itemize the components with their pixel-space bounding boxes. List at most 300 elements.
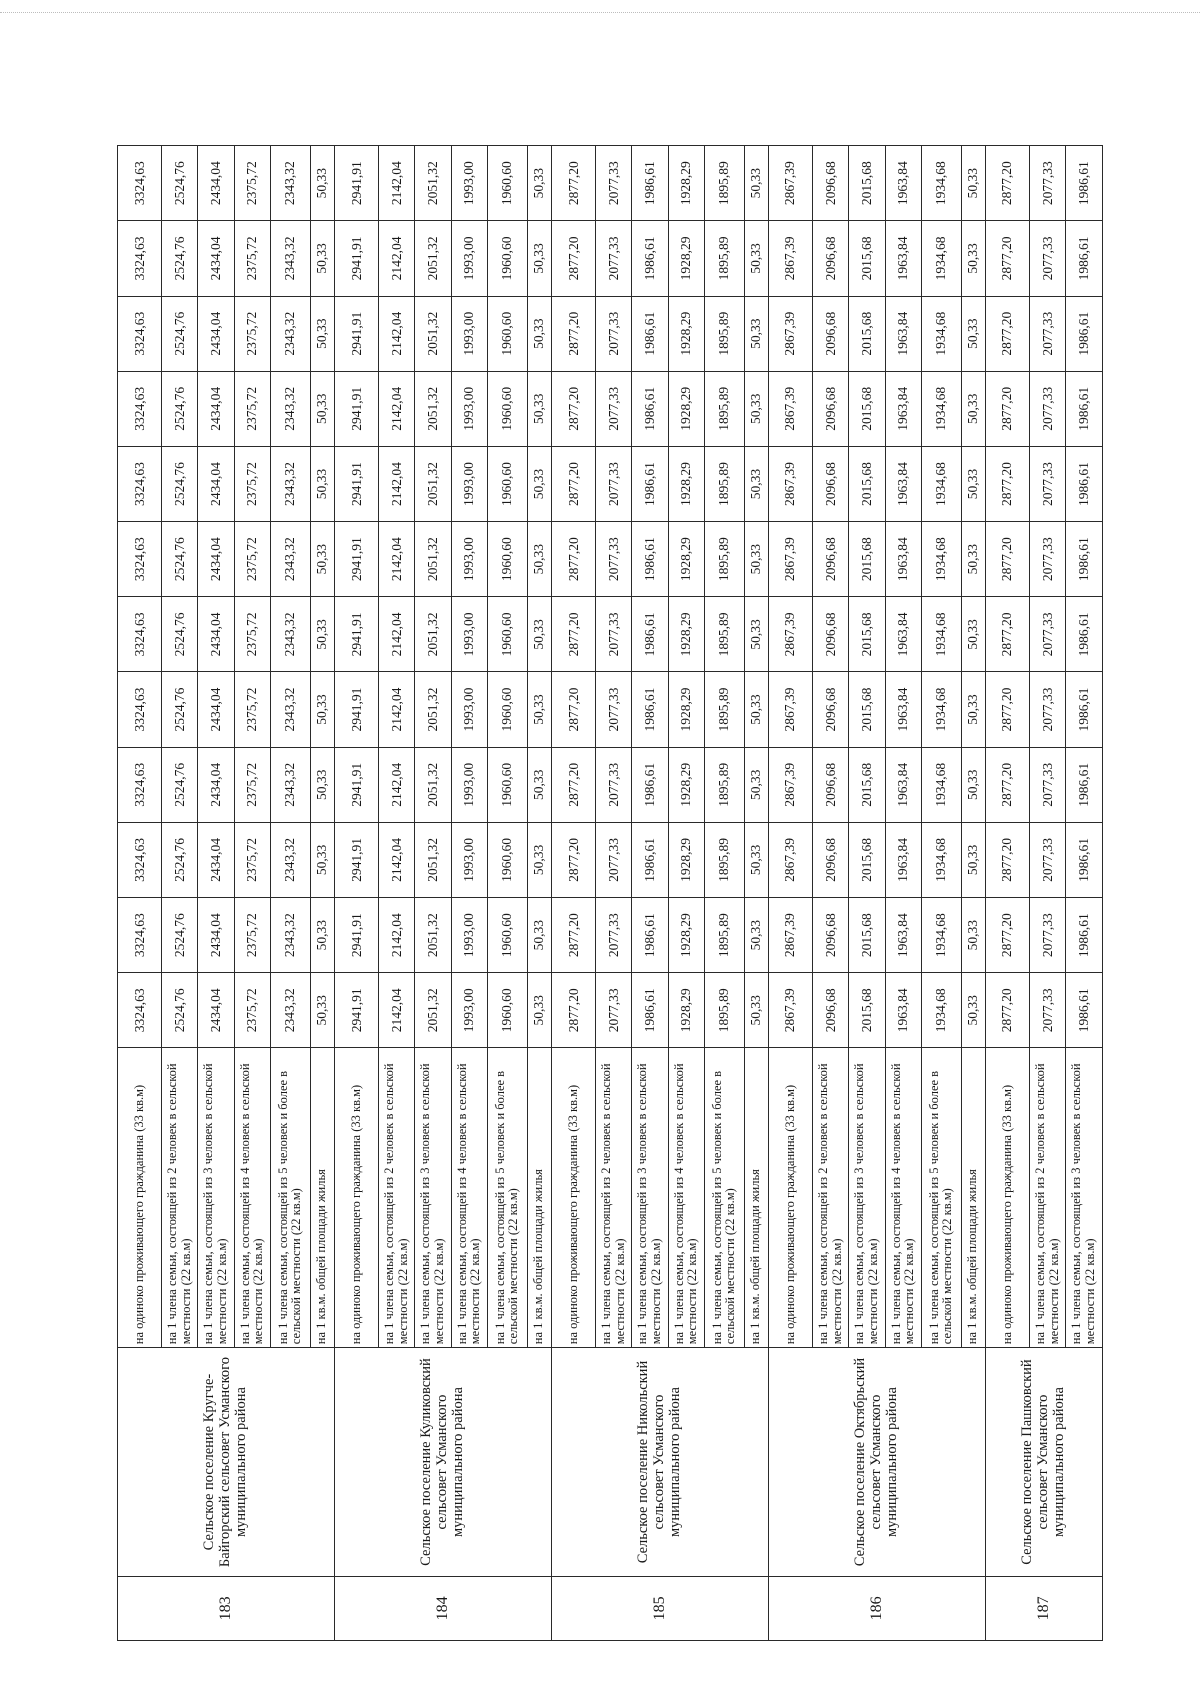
value-cell: 1960,60	[488, 747, 528, 822]
value-cell: 1963,84	[885, 822, 921, 897]
value-cell: 1993,00	[451, 446, 487, 521]
value-cell: 1986,61	[1066, 146, 1103, 221]
value-cell: 1986,61	[632, 296, 668, 371]
value-cell: 1993,00	[451, 672, 487, 747]
value-cell: 2051,32	[415, 597, 451, 672]
value-cell: 2375,72	[234, 973, 270, 1048]
value-cell: 1986,61	[632, 371, 668, 446]
value-cell: 2434,04	[198, 672, 234, 747]
value-cell: 1986,61	[1066, 973, 1103, 1048]
value-cell: 2375,72	[234, 822, 270, 897]
value-cell: 2343,32	[271, 973, 311, 1048]
table-row	[551, 146, 595, 1641]
value-cell: 1895,89	[705, 371, 745, 446]
value-cell: 1960,60	[488, 522, 528, 597]
value-cell: 2077,33	[1030, 371, 1066, 446]
norm-description-cell: на 1 члена семьи, состоящей из 3 человек в сельской местности (22 кв.м)	[632, 1048, 668, 1348]
value-cell: 50,33	[310, 672, 334, 747]
value-cell: 2077,33	[596, 522, 632, 597]
value-cell: 2375,72	[234, 597, 270, 672]
value-cell: 1986,61	[1066, 822, 1103, 897]
value-cell: 1986,61	[1066, 522, 1103, 597]
value-cell: 2096,68	[813, 446, 849, 521]
value-cell: 1960,60	[488, 146, 528, 221]
value-cell: 2941,91	[334, 371, 378, 446]
norm-description-cell: на 1 кв.м. общей площади жилья	[744, 1048, 768, 1348]
value-cell: 2434,04	[198, 446, 234, 521]
value-cell: 50,33	[527, 973, 551, 1048]
value-cell: 2015,68	[849, 446, 885, 521]
value-cell: 2077,33	[596, 898, 632, 973]
value-cell: 2077,33	[596, 973, 632, 1048]
value-cell: 2877,20	[985, 522, 1029, 597]
value-cell: 2077,33	[596, 747, 632, 822]
value-cell: 1928,29	[668, 522, 704, 597]
norm-description-cell: на 1 члена семьи, состоящей из 2 человек в сельской местности (22 кв.м)	[813, 1048, 849, 1348]
norm-description-cell: на 1 кв.м. общей площади жилья	[527, 1048, 551, 1348]
value-cell: 2077,33	[1030, 973, 1066, 1048]
value-cell: 50,33	[310, 822, 334, 897]
norm-description-cell: на одиноко проживающего гражданина (33 кв.м)	[334, 1048, 378, 1348]
scan-top-edge	[0, 12, 1200, 13]
value-cell: 2434,04	[198, 371, 234, 446]
norm-description-cell: на одиноко проживающего гражданина (33 кв.м)	[768, 1048, 812, 1348]
value-cell: 2077,33	[596, 672, 632, 747]
value-cell: 3324,63	[118, 672, 162, 747]
value-cell: 1986,61	[632, 822, 668, 897]
value-cell: 2015,68	[849, 371, 885, 446]
value-cell: 50,33	[310, 221, 334, 296]
value-cell: 2015,68	[849, 597, 885, 672]
value-cell: 1934,68	[922, 296, 962, 371]
value-cell: 50,33	[527, 296, 551, 371]
row-number-cell: 184	[334, 1576, 551, 1640]
value-cell: 1986,61	[1066, 371, 1103, 446]
value-cell: 2434,04	[198, 146, 234, 221]
table-row	[985, 146, 1029, 1641]
value-cell: 3324,63	[118, 747, 162, 822]
value-cell: 2877,20	[551, 822, 595, 897]
value-cell: 50,33	[744, 446, 768, 521]
value-cell: 50,33	[527, 597, 551, 672]
value-cell: 50,33	[744, 597, 768, 672]
norm-description-cell: на 1 члена семьи, состоящей из 5 человек и более в сельской местности (22 кв.м)	[922, 1048, 962, 1348]
norm-description-cell: на 1 кв.м. общей площади жилья	[961, 1048, 985, 1348]
value-cell: 50,33	[310, 747, 334, 822]
value-cell: 2867,39	[768, 597, 812, 672]
value-cell: 2343,32	[271, 822, 311, 897]
value-cell: 1934,68	[922, 522, 962, 597]
value-cell: 2867,39	[768, 522, 812, 597]
value-cell: 1928,29	[668, 146, 704, 221]
value-cell: 1895,89	[705, 446, 745, 521]
norm-description-cell: на 1 члена семьи, состоящей из 4 человек в сельской местности (22 кв.м)	[668, 1048, 704, 1348]
value-cell: 2015,68	[849, 747, 885, 822]
settlement-name-cell: Сельское поселение Октябрьский сельсовет Усманского муниципального района	[768, 1348, 985, 1577]
value-cell: 2941,91	[334, 973, 378, 1048]
value-cell: 1960,60	[488, 371, 528, 446]
value-cell: 2343,32	[271, 597, 311, 672]
value-cell: 2077,33	[1030, 747, 1066, 822]
value-cell: 2077,33	[596, 296, 632, 371]
value-cell: 2524,76	[162, 747, 198, 822]
value-cell: 50,33	[961, 446, 985, 521]
value-cell: 1928,29	[668, 221, 704, 296]
value-cell: 50,33	[310, 973, 334, 1048]
norm-description-cell: на 1 кв.м. общей площади жилья	[310, 1048, 334, 1348]
value-cell: 1993,00	[451, 221, 487, 296]
norm-description-cell: на одиноко проживающего гражданина (33 кв.м)	[118, 1048, 162, 1348]
value-cell: 2077,33	[1030, 446, 1066, 521]
value-cell: 50,33	[744, 898, 768, 973]
table-row	[118, 146, 162, 1641]
value-cell: 2077,33	[1030, 221, 1066, 296]
value-cell: 2941,91	[334, 522, 378, 597]
value-cell: 50,33	[527, 522, 551, 597]
value-cell: 3324,63	[118, 973, 162, 1048]
value-cell: 2941,91	[334, 296, 378, 371]
value-cell: 1963,84	[885, 973, 921, 1048]
value-cell: 1963,84	[885, 221, 921, 296]
value-cell: 2096,68	[813, 898, 849, 973]
value-cell: 2877,20	[985, 371, 1029, 446]
value-cell: 2524,76	[162, 898, 198, 973]
value-cell: 1895,89	[705, 221, 745, 296]
value-cell: 1895,89	[705, 597, 745, 672]
value-cell: 2877,20	[551, 146, 595, 221]
value-cell: 2051,32	[415, 446, 451, 521]
value-cell: 2015,68	[849, 146, 885, 221]
value-cell: 2077,33	[1030, 296, 1066, 371]
value-cell: 50,33	[310, 522, 334, 597]
value-cell: 50,33	[744, 221, 768, 296]
value-cell: 2375,72	[234, 371, 270, 446]
value-cell: 2877,20	[551, 672, 595, 747]
value-cell: 1993,00	[451, 747, 487, 822]
value-cell: 1963,84	[885, 597, 921, 672]
value-cell: 2877,20	[985, 973, 1029, 1048]
value-cell: 2077,33	[1030, 822, 1066, 897]
value-cell: 2434,04	[198, 296, 234, 371]
value-cell: 2867,39	[768, 146, 812, 221]
value-cell: 50,33	[744, 522, 768, 597]
value-cell: 50,33	[527, 146, 551, 221]
value-cell: 1963,84	[885, 747, 921, 822]
value-cell: 1895,89	[705, 522, 745, 597]
value-cell: 2877,20	[551, 522, 595, 597]
norm-description-cell: на 1 члена семьи, состоящей из 3 человек в сельской местности (22 кв.м)	[849, 1048, 885, 1348]
norm-description-cell: на 1 члена семьи, состоящей из 5 человек и более в сельской местности (22 кв.м)	[488, 1048, 528, 1348]
value-cell: 2077,33	[1030, 898, 1066, 973]
value-cell: 2077,33	[1030, 597, 1066, 672]
norm-description-cell: на 1 члена семьи, состоящей из 2 человек в сельской местности (22 кв.м)	[162, 1048, 198, 1348]
value-cell: 1934,68	[922, 446, 962, 521]
value-cell: 1928,29	[668, 973, 704, 1048]
value-cell: 1986,61	[632, 597, 668, 672]
value-cell: 2051,32	[415, 822, 451, 897]
value-cell: 2434,04	[198, 898, 234, 973]
value-cell: 2524,76	[162, 597, 198, 672]
value-cell: 1960,60	[488, 973, 528, 1048]
value-cell: 50,33	[527, 747, 551, 822]
value-cell: 2524,76	[162, 146, 198, 221]
value-cell: 50,33	[310, 446, 334, 521]
value-cell: 2877,20	[985, 747, 1029, 822]
settlement-name-cell: Сельское поселение Никольский сельсовет Усманского муниципального района	[551, 1348, 768, 1577]
value-cell: 2877,20	[551, 371, 595, 446]
value-cell: 1993,00	[451, 973, 487, 1048]
norm-description-cell: на 1 члена семьи, состоящей из 3 человек в сельской местности (22 кв.м)	[198, 1048, 234, 1348]
value-cell: 50,33	[961, 672, 985, 747]
value-cell: 2877,20	[985, 822, 1029, 897]
value-cell: 2343,32	[271, 146, 311, 221]
value-cell: 2077,33	[596, 822, 632, 897]
value-cell: 2142,04	[379, 146, 415, 221]
rotated-page	[117, 145, 1103, 1641]
value-cell: 2343,32	[271, 296, 311, 371]
value-cell: 2434,04	[198, 822, 234, 897]
value-cell: 1963,84	[885, 146, 921, 221]
value-cell: 2524,76	[162, 296, 198, 371]
value-cell: 50,33	[961, 747, 985, 822]
value-cell: 50,33	[744, 672, 768, 747]
value-cell: 2077,33	[1030, 146, 1066, 221]
value-cell: 1993,00	[451, 597, 487, 672]
value-cell: 50,33	[310, 898, 334, 973]
value-cell: 1960,60	[488, 672, 528, 747]
value-cell: 1928,29	[668, 296, 704, 371]
value-cell: 2375,72	[234, 446, 270, 521]
value-cell: 1960,60	[488, 597, 528, 672]
value-cell: 2941,91	[334, 747, 378, 822]
value-cell: 50,33	[310, 371, 334, 446]
value-cell: 1963,84	[885, 672, 921, 747]
value-cell: 2867,39	[768, 371, 812, 446]
value-cell: 2524,76	[162, 672, 198, 747]
value-cell: 50,33	[961, 597, 985, 672]
value-cell: 2142,04	[379, 296, 415, 371]
value-cell: 2142,04	[379, 822, 415, 897]
value-cell: 1895,89	[705, 973, 745, 1048]
value-cell: 2877,20	[551, 446, 595, 521]
value-cell: 50,33	[744, 146, 768, 221]
settlement-name-cell: Сельское поселение Пашковский сельсовет Усманского муниципального района	[985, 1348, 1102, 1577]
value-cell: 2343,32	[271, 898, 311, 973]
value-cell: 1934,68	[922, 822, 962, 897]
value-cell: 2867,39	[768, 446, 812, 521]
norm-description-cell: на одиноко проживающего гражданина (33 кв.м)	[551, 1048, 595, 1348]
value-cell: 50,33	[527, 371, 551, 446]
value-cell: 50,33	[527, 446, 551, 521]
value-cell: 2015,68	[849, 973, 885, 1048]
value-cell: 2375,72	[234, 672, 270, 747]
value-cell: 2077,33	[596, 146, 632, 221]
value-cell: 1928,29	[668, 672, 704, 747]
value-cell: 2375,72	[234, 296, 270, 371]
value-cell: 1986,61	[1066, 672, 1103, 747]
value-cell: 2434,04	[198, 973, 234, 1048]
value-cell: 2867,39	[768, 221, 812, 296]
value-cell: 1895,89	[705, 146, 745, 221]
value-cell: 1986,61	[632, 446, 668, 521]
value-cell: 1934,68	[922, 973, 962, 1048]
norm-description-cell: на 1 члена семьи, состоящей из 2 человек в сельской местности (22 кв.м)	[596, 1048, 632, 1348]
value-cell: 1986,61	[1066, 296, 1103, 371]
value-cell: 1960,60	[488, 898, 528, 973]
value-cell: 2877,20	[551, 597, 595, 672]
norm-description-cell: на 1 члена семьи, состоящей из 5 человек и более в сельской местности (22 кв.м)	[705, 1048, 745, 1348]
value-cell: 2877,20	[985, 296, 1029, 371]
value-cell: 2343,32	[271, 747, 311, 822]
norm-description-cell: на 1 члена семьи, состоящей из 4 человек в сельской местности (22 кв.м)	[234, 1048, 270, 1348]
value-cell: 50,33	[527, 672, 551, 747]
value-cell: 2096,68	[813, 221, 849, 296]
row-number-cell: 183	[118, 1576, 335, 1640]
value-cell: 2877,20	[551, 221, 595, 296]
value-cell: 2434,04	[198, 221, 234, 296]
value-cell: 1928,29	[668, 747, 704, 822]
row-number-cell: 185	[551, 1576, 768, 1640]
value-cell: 2375,72	[234, 747, 270, 822]
value-cell: 2867,39	[768, 822, 812, 897]
value-cell: 2941,91	[334, 822, 378, 897]
value-cell: 2524,76	[162, 221, 198, 296]
value-cell: 1986,61	[632, 973, 668, 1048]
value-cell: 2524,76	[162, 446, 198, 521]
value-cell: 2434,04	[198, 597, 234, 672]
value-cell: 2867,39	[768, 747, 812, 822]
value-cell: 2867,39	[768, 296, 812, 371]
value-cell: 1986,61	[1066, 597, 1103, 672]
value-cell: 50,33	[744, 747, 768, 822]
value-cell: 1934,68	[922, 221, 962, 296]
value-cell: 2077,33	[596, 221, 632, 296]
value-cell: 2877,20	[551, 296, 595, 371]
value-cell: 2096,68	[813, 296, 849, 371]
value-cell: 1934,68	[922, 146, 962, 221]
value-cell: 1963,84	[885, 371, 921, 446]
value-cell: 1986,61	[1066, 446, 1103, 521]
value-cell: 50,33	[744, 371, 768, 446]
value-cell: 50,33	[310, 296, 334, 371]
value-cell: 2015,68	[849, 822, 885, 897]
value-cell: 2877,20	[985, 597, 1029, 672]
value-cell: 3324,63	[118, 898, 162, 973]
value-cell: 2941,91	[334, 146, 378, 221]
value-cell: 2051,32	[415, 371, 451, 446]
value-cell: 2096,68	[813, 973, 849, 1048]
value-cell: 1993,00	[451, 296, 487, 371]
value-cell: 1986,61	[632, 672, 668, 747]
value-cell: 50,33	[961, 296, 985, 371]
value-cell: 2434,04	[198, 522, 234, 597]
value-cell: 2077,33	[596, 446, 632, 521]
value-cell: 1895,89	[705, 747, 745, 822]
value-cell: 1934,68	[922, 597, 962, 672]
value-cell: 2051,32	[415, 146, 451, 221]
value-cell: 50,33	[961, 522, 985, 597]
value-cell: 50,33	[961, 898, 985, 973]
value-cell: 2096,68	[813, 146, 849, 221]
value-cell: 2015,68	[849, 221, 885, 296]
value-cell: 50,33	[744, 822, 768, 897]
value-cell: 2434,04	[198, 747, 234, 822]
value-cell: 1960,60	[488, 221, 528, 296]
value-cell: 2096,68	[813, 822, 849, 897]
value-cell: 1986,61	[632, 747, 668, 822]
value-cell: 3324,63	[118, 371, 162, 446]
value-cell: 2877,20	[551, 898, 595, 973]
value-cell: 1934,68	[922, 898, 962, 973]
value-cell: 1986,61	[1066, 747, 1103, 822]
value-cell: 1986,61	[632, 146, 668, 221]
value-cell: 1986,61	[1066, 898, 1103, 973]
value-cell: 50,33	[310, 597, 334, 672]
value-cell: 2142,04	[379, 597, 415, 672]
value-cell: 2343,32	[271, 221, 311, 296]
value-cell: 2941,91	[334, 898, 378, 973]
value-cell: 2375,72	[234, 221, 270, 296]
value-cell: 2343,32	[271, 522, 311, 597]
value-cell: 2051,32	[415, 296, 451, 371]
value-cell: 2867,39	[768, 898, 812, 973]
value-cell: 2077,33	[1030, 672, 1066, 747]
value-cell: 3324,63	[118, 597, 162, 672]
value-cell: 1895,89	[705, 898, 745, 973]
value-cell: 2051,32	[415, 747, 451, 822]
norm-description-cell: на 1 члена семьи, состоящей из 4 человек в сельской местности (22 кв.м)	[451, 1048, 487, 1348]
value-cell: 2524,76	[162, 522, 198, 597]
value-cell: 50,33	[961, 371, 985, 446]
value-cell: 50,33	[527, 822, 551, 897]
value-cell: 2877,20	[551, 973, 595, 1048]
value-cell: 50,33	[744, 973, 768, 1048]
value-cell: 1960,60	[488, 822, 528, 897]
row-number-cell: 186	[768, 1576, 985, 1640]
value-cell: 1963,84	[885, 898, 921, 973]
value-cell: 50,33	[527, 221, 551, 296]
value-cell: 1986,61	[632, 898, 668, 973]
value-cell: 2375,72	[234, 522, 270, 597]
value-cell: 2015,68	[849, 898, 885, 973]
value-cell: 1960,60	[488, 446, 528, 521]
value-cell: 2051,32	[415, 522, 451, 597]
value-cell: 2096,68	[813, 597, 849, 672]
value-cell: 2375,72	[234, 898, 270, 973]
value-cell: 2077,33	[596, 371, 632, 446]
value-cell: 2051,32	[415, 221, 451, 296]
value-cell: 2877,20	[985, 672, 1029, 747]
value-cell: 2877,20	[985, 898, 1029, 973]
value-cell: 2096,68	[813, 747, 849, 822]
value-cell: 2524,76	[162, 973, 198, 1048]
value-cell: 1986,61	[632, 522, 668, 597]
value-cell: 2877,20	[985, 146, 1029, 221]
settlement-name-cell: Сельское поселение Куликовский сельсовет Усманского муниципального района	[334, 1348, 551, 1577]
value-cell: 2015,68	[849, 672, 885, 747]
value-cell: 50,33	[961, 822, 985, 897]
value-cell: 2867,39	[768, 672, 812, 747]
value-cell: 2142,04	[379, 973, 415, 1048]
value-cell: 3324,63	[118, 822, 162, 897]
settlement-name-cell: Сельское поселение Кругче-Байгорский сельсовет Усманского муниципального района	[118, 1348, 335, 1577]
value-cell: 50,33	[744, 296, 768, 371]
norm-description-cell: на 1 члена семьи, состоящей из 3 человек в сельской местности (22 кв.м)	[1066, 1048, 1103, 1348]
norm-description-cell: на одиноко проживающего гражданина (33 кв.м)	[985, 1048, 1029, 1348]
value-cell: 2524,76	[162, 371, 198, 446]
value-cell: 2877,20	[985, 221, 1029, 296]
value-cell: 2343,32	[271, 446, 311, 521]
